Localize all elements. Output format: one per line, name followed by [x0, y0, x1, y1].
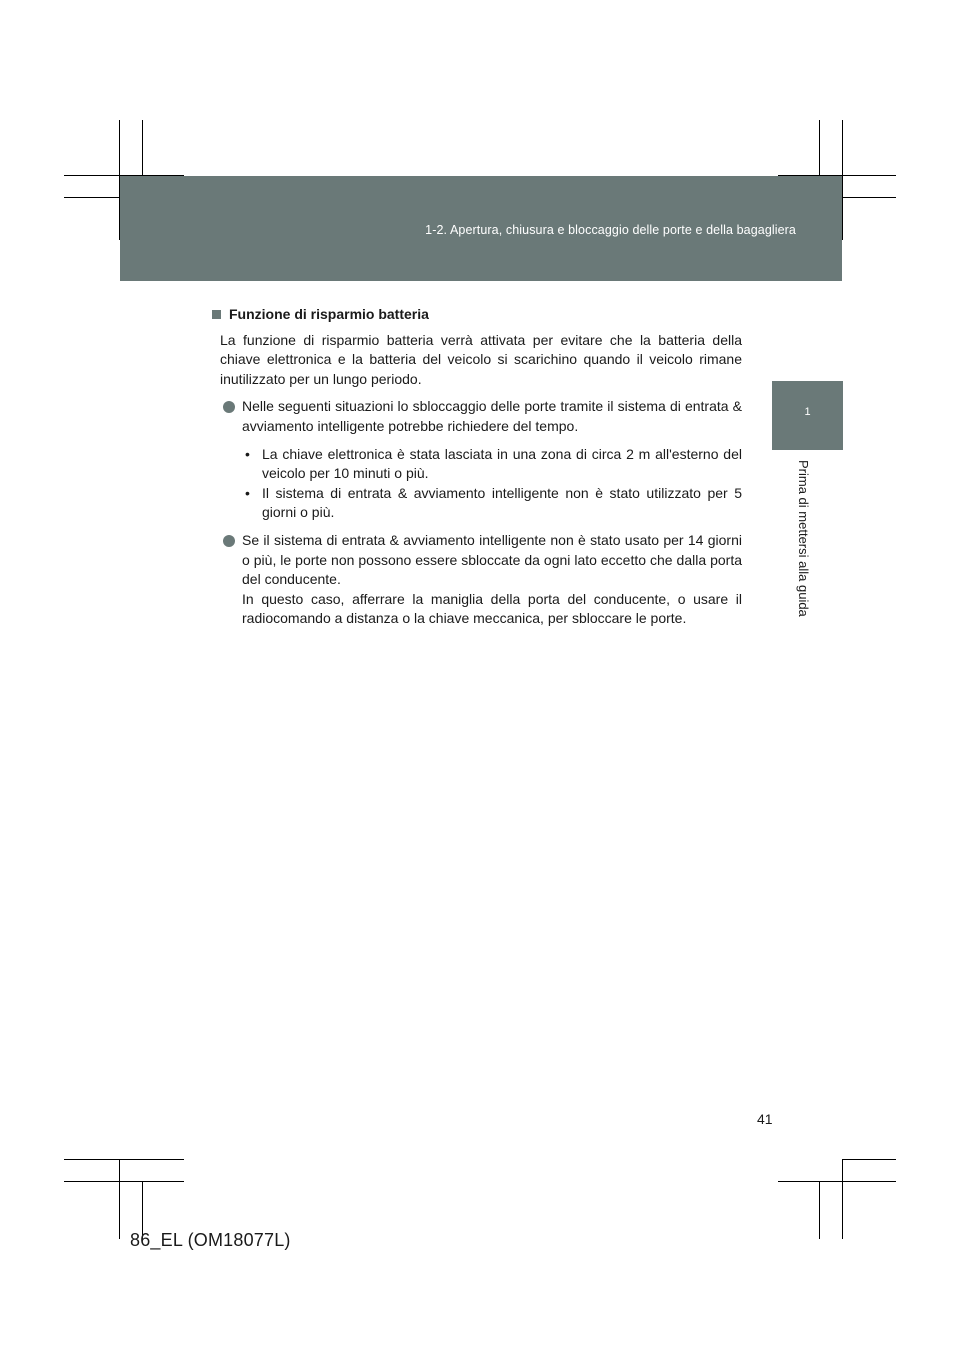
sub-list	[212, 445, 742, 523]
crop-mark	[64, 1159, 184, 1160]
document-code: 86_EL (OM18077L)	[130, 1230, 291, 1250]
chapter-tab	[772, 381, 843, 450]
crop-mark	[842, 1159, 896, 1160]
page-number: 41	[757, 1111, 773, 1127]
dot-bullet-icon: •	[245, 484, 250, 501]
sub-list-item	[242, 445, 742, 484]
crop-mark	[842, 1159, 843, 1239]
section-heading	[212, 305, 742, 325]
bullet-text: Nelle seguenti situazioni lo sbloccaggio delle porte tramite il sistema di entrata & avviamento intelligente potrebbe richiedere del tempo.	[242, 398, 742, 434]
chapter-title-vertical	[795, 460, 813, 640]
crop-mark	[142, 120, 143, 175]
intro-paragraph: La funzione di risparmio batteria verrà attivata per evitare che la batteria della chiave elettronica e la batteria del veicolo si scarichino quando il veicolo rimane inutilizzato per un lungo periodo.	[220, 331, 742, 387]
circle-bullet-icon	[223, 535, 235, 547]
crop-mark	[842, 120, 843, 240]
bullet-item	[220, 397, 742, 436]
dot-bullet-icon: •	[245, 445, 250, 462]
chapter-title: Prima di mettersi alla guida	[796, 460, 811, 617]
square-bullet-icon	[212, 310, 221, 319]
sub-list-item	[242, 484, 742, 523]
crop-mark	[819, 120, 820, 175]
section-heading-text: Funzione di risparmio batteria	[229, 306, 429, 322]
crop-mark	[119, 1159, 120, 1239]
crop-mark	[64, 1181, 184, 1182]
crop-mark	[778, 1181, 896, 1182]
main-content	[212, 305, 742, 637]
sub-list-text: La chiave elettronica è stata lasciata in una zona di circa 2 m all'esterno del veicolo per 10 minuti o più.	[262, 445, 742, 482]
section-header	[120, 176, 842, 281]
bullet-text: Se il sistema di entrata & avviamento intelligente non è stato usato per 14 giorni o più, le porte non possono essere sbloccate da ogni lato eccetto che dalla porta del conducente.	[242, 531, 742, 588]
bullet-text-continued: In questo caso, afferrare la maniglia della porta del conducente, o usare il radiocomando a distanza o la chiave meccanica, per sbloccare le porte.	[242, 590, 742, 627]
crop-mark	[819, 1181, 820, 1239]
circle-bullet-icon	[223, 401, 235, 413]
chapter-number: 1	[804, 406, 811, 418]
sub-list-text: Il sistema di entrata & avviamento intelligente non è stato utilizzato per 5 giorni o più.	[262, 484, 742, 521]
section-header-title: 1-2. Apertura, chiusura e bloccaggio delle porte e della bagagliera	[425, 223, 796, 237]
bullet-item	[220, 531, 742, 629]
